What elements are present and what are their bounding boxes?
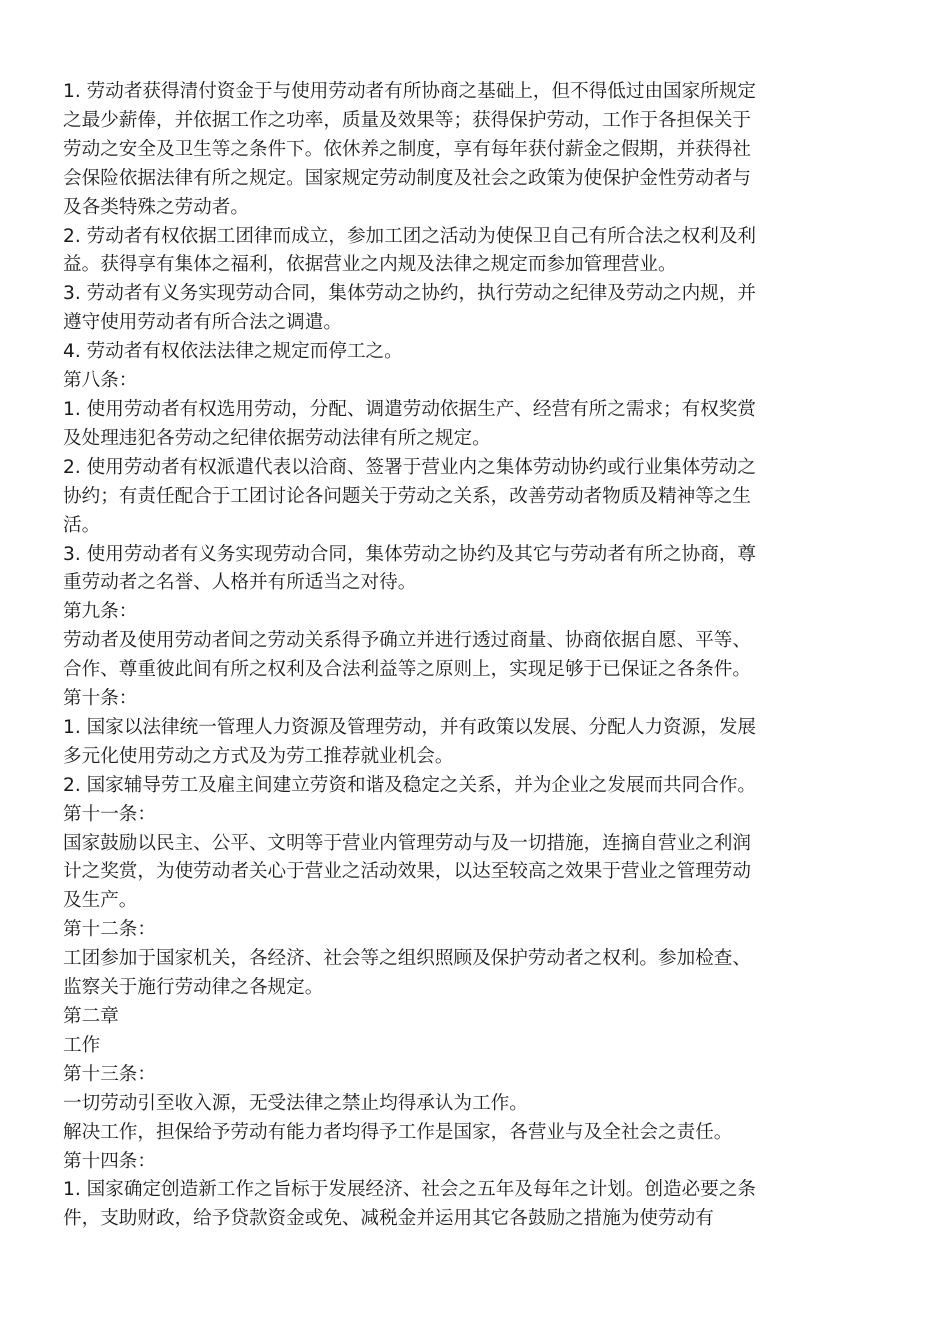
chapter-heading: 第二章 [63,1006,119,1027]
paragraph-art14-clause-1: 1. 国家确定创造新工作之旨标于发展经济、社会之五年及每年之计划。创造必要之条件，支助财政，给予贷款资金或免、减税金并运用其它各鼓励之措施为使劳动有 [63,1179,757,1230]
paragraph-art9: 劳动者及使用劳动者间之劳动关系得予确立并进行透过商量、协商依据自愿、平等、合作、尊重彼此间有所之权利及合法利益等之原则上，实现足够于已保证之各条件。 [63,630,751,681]
paragraph-clause-4: 4. 劳动者有权依法法律之规定而停工之。 [63,341,403,363]
paragraph-clause-3: 3. 劳动者有义务实现劳动合同，集体劳动之协约，执行劳动之纪律及劳动之内规，并遵守使用劳动者有所合法之调遣。 [63,283,757,334]
article-heading-9: 第九条： [63,601,138,623]
article-heading-12: 第十二条： [63,919,156,941]
paragraph-art8-clause-1: 1. 使用劳动者有权选用劳动，分配、调遣劳动依据生产、经营有所之需求；有权奖赏及处理违犯各劳动之纪律依据劳动法律有所之规定。 [63,398,757,449]
document-body [63,78,763,1234]
chapter-title: 工作 [63,1034,101,1056]
paragraph-art8-clause-2: 2. 使用劳动者有权派遣代表以洽商、签署于营业内之集体劳动协约或行业集体劳动之协约；有责任配合于工团讨论各问题关于劳动之关系，改善劳动者物质及精神等之生活。 [63,456,757,536]
paragraph-clause-1: 1. 劳动者获得清付资金于与使用劳动者有所协商之基础上，但不得低过由国家所规定之最少薪俸，并依据工作之功率，质量及效果等；获得保护劳动，工作于各担保关于劳动之安全及卫生等之条件下。依休养之制度，享有每年获付薪金之假期，并获得社会保险依据法律有所之规定。国家规定劳动制度及社会之政策为使保护金性劳动者与及各类特殊之劳动者。 [63,81,757,218]
paragraph-art10-clause-1: 1. 国家以法律统一管理人力资源及管理劳动，并有政策以发展、分配人力资源，发展多元化使用劳动之方式及为劳工推荐就业机会。 [63,716,757,767]
paragraph-art13-a: 一切劳动引至收入源，无受法律之禁止均得承认为工作。 [63,1092,528,1114]
article-heading-14: 第十四条： [63,1150,156,1172]
paragraph-art8-clause-3: 3. 使用劳动者有义务实现劳动合同，集体劳动之协约及其它与劳动者有所之协商，尊重劳动者之名誉、人格并有所适当之对待。 [63,543,757,594]
paragraph-art10-clause-2: 2. 国家辅导劳工及雇主间建立劳资和谐及稳定之关系，并为企业之发展而共同合作。 [63,774,757,796]
article-heading-10: 第十条： [63,688,138,710]
article-heading-13: 第十三条： [63,1063,156,1085]
article-heading-8: 第八条： [63,370,138,392]
paragraph-art13-b: 解决工作，担保给予劳动有能力者均得予工作是国家，各营业与及全社会之责任。 [63,1121,733,1143]
paragraph-clause-2: 2. 劳动者有权依据工团律而成立，参加工团之活动为使保卫自己有所合法之权利及利益。获得享有集体之福利，依据营业之内规及法律之规定而参加管理营业。 [63,225,757,276]
paragraph-art12: 工团参加于国家机关，各经济、社会等之组织照顾及保护劳动者之权利。参加检查、监察关于施行劳动律之各规定。 [63,948,751,999]
paragraph-art11: 国家鼓励以民主、公平、文明等于营业内管理劳动与及一切措施，连摘自营业之利润计之奖赏，为使劳动者关心于营业之活动效果，以达至较高之效果于营业之管理劳动及生产。 [63,832,751,912]
article-heading-11: 第十一条： [63,803,156,825]
